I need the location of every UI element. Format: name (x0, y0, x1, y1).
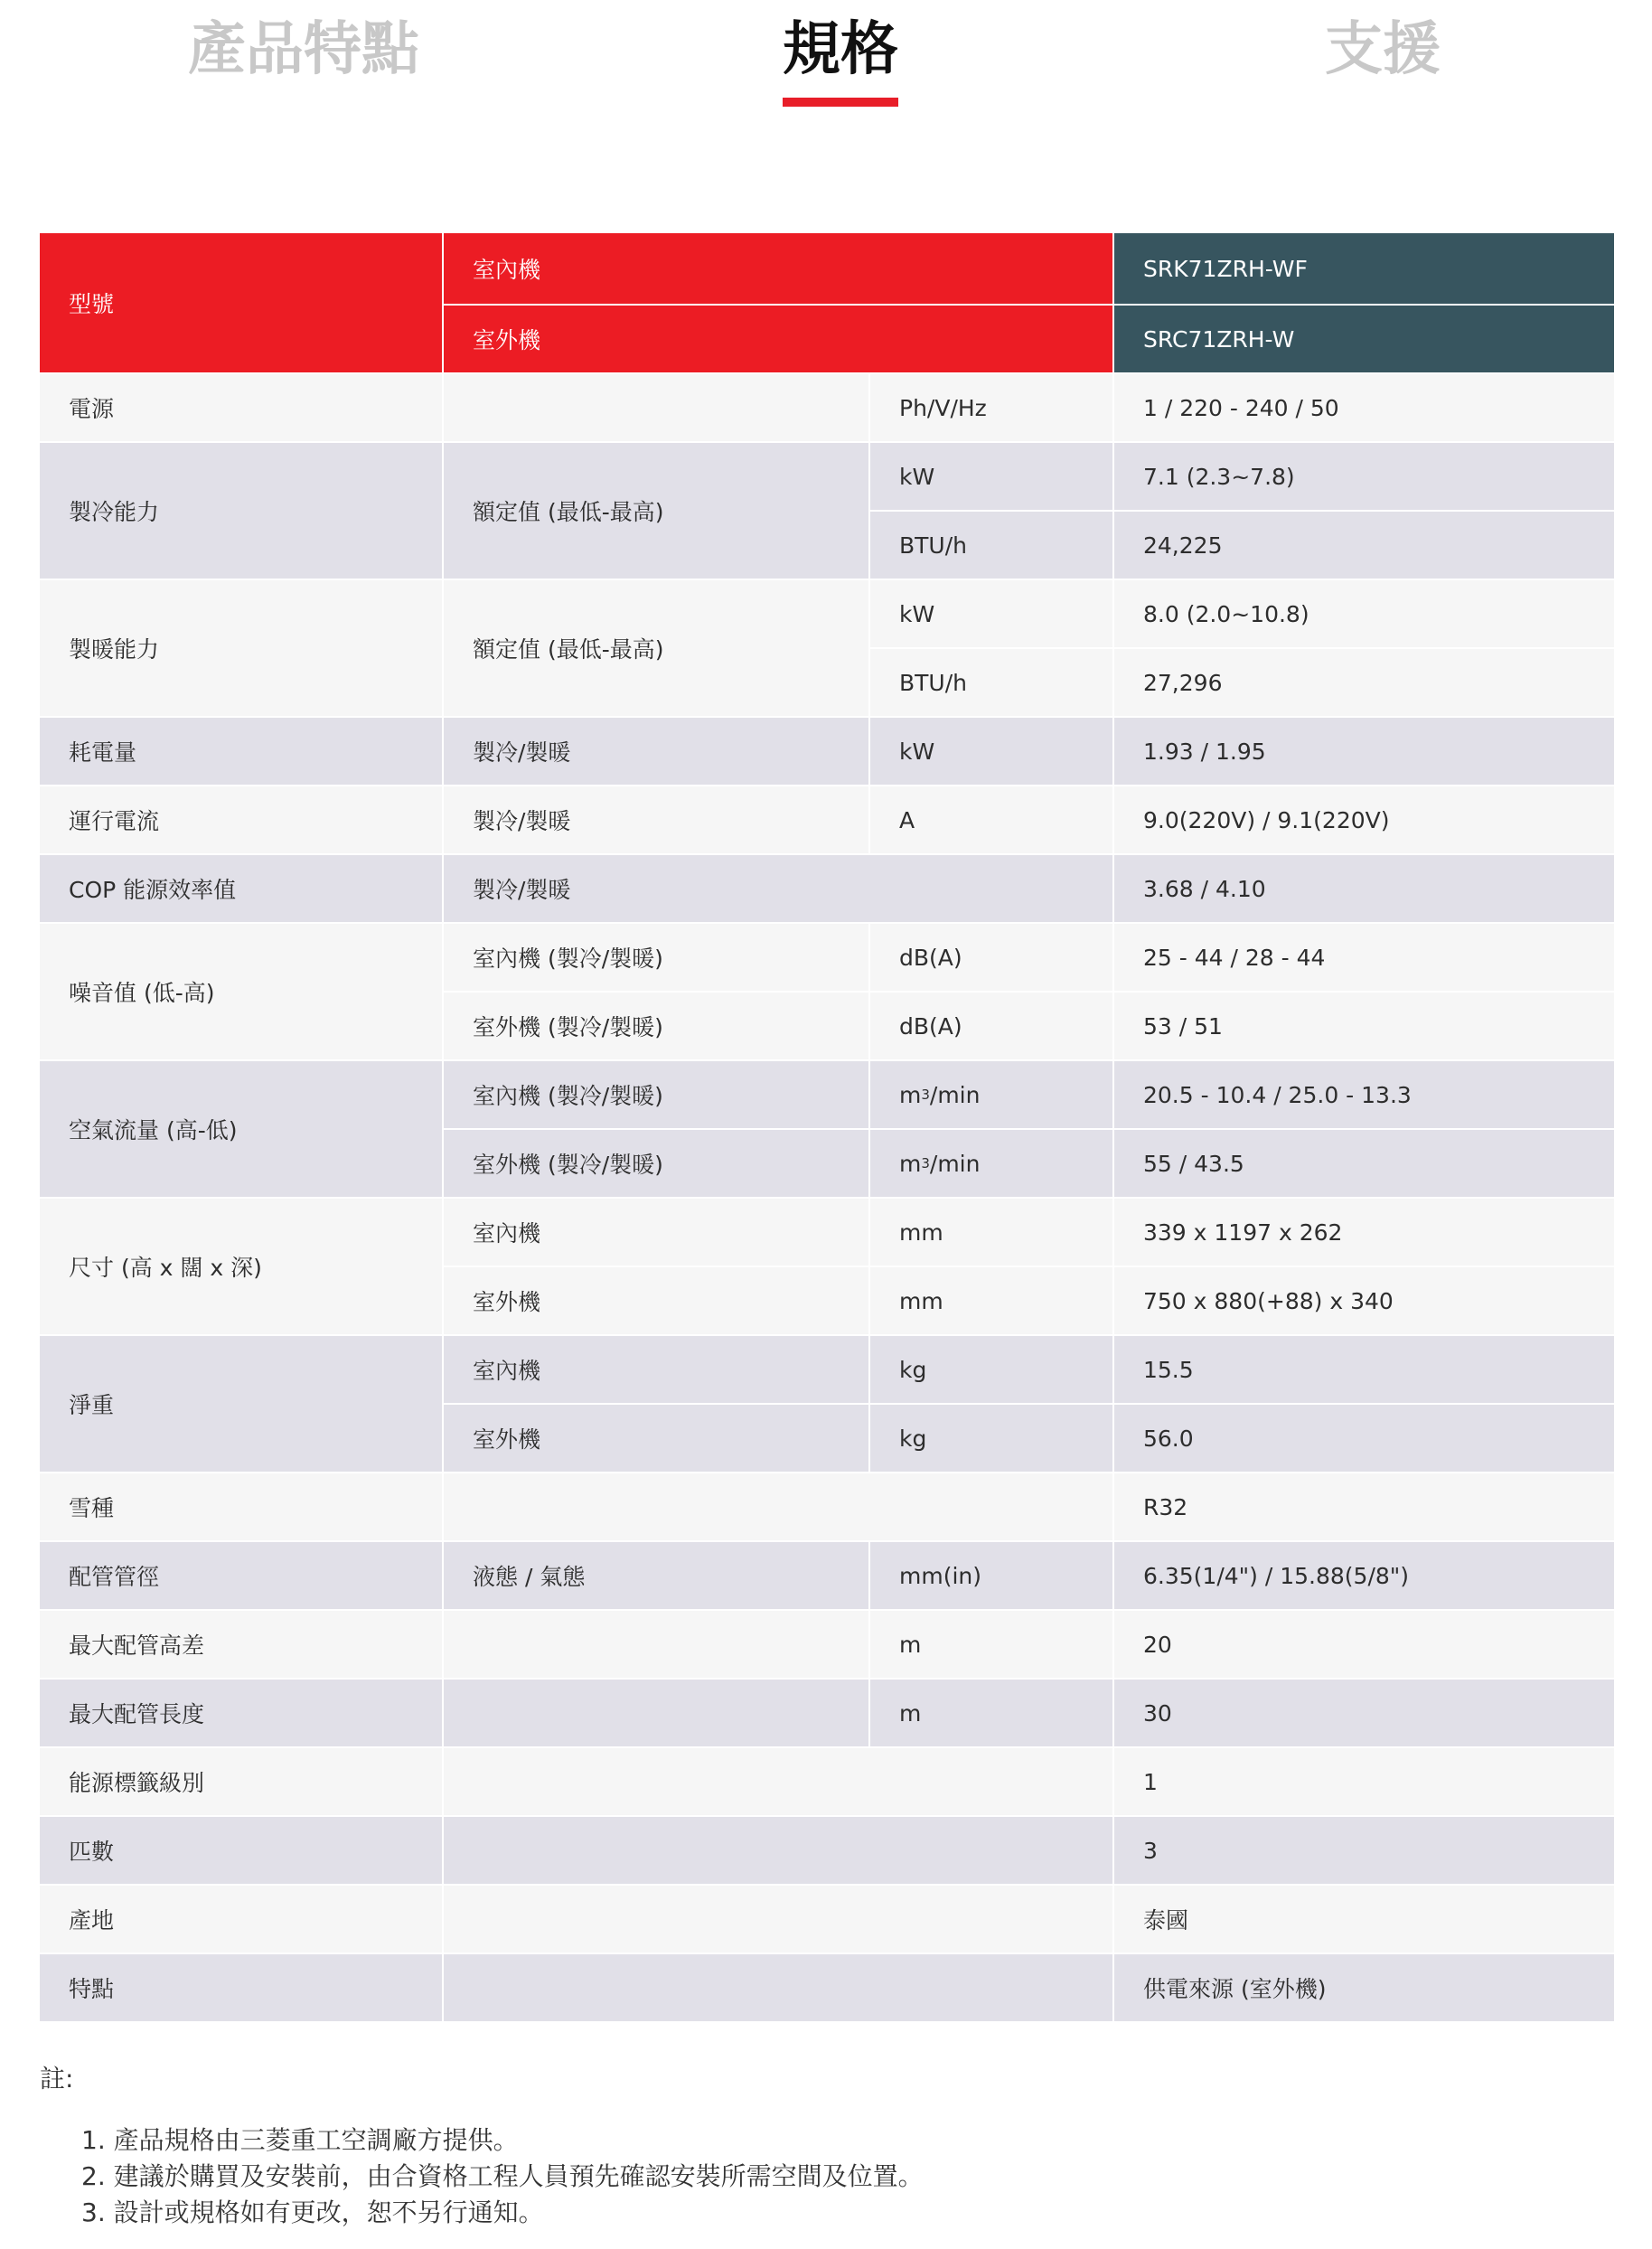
pipe-sub: 液態 / 氣態 (444, 1542, 870, 1611)
power-unit: Ph/V/Hz (870, 374, 1114, 443)
airflow-sub-outdoor: 室外機 (製冷/製暖) (444, 1130, 870, 1199)
weight-unit-outdoor: kg (870, 1405, 1114, 1473)
heating-label: 製暖能力 (40, 580, 444, 718)
dimension-value-outdoor: 750 x 880(+88) x 340 (1114, 1267, 1614, 1336)
energy-label-value: 1 (1114, 1748, 1614, 1817)
current-label: 運行電流 (40, 786, 444, 855)
noise-unit-indoor: dB(A) (870, 924, 1114, 993)
heating-value-btu: 27,296 (1114, 649, 1614, 718)
airflow-unit-rest: /min (929, 1081, 981, 1108)
spec-table (40, 233, 1614, 2029)
energy-label-label: 能源標籤級別 (40, 1748, 444, 1817)
pipe-value: 6.35(1/4") / 15.88(5/8") (1114, 1542, 1614, 1611)
feature-label: 特點 (40, 1954, 444, 2023)
tab-support[interactable]: 支援 (1325, 16, 1441, 83)
noise-label: 噪音值 (低-高) (40, 924, 444, 1061)
feature-sub (444, 1954, 1114, 2023)
heating-sub: 額定值 (最低-最高) (444, 580, 870, 718)
noise-value-outdoor: 53 / 51 (1114, 993, 1614, 1061)
note-item: 3. 設計或規格如有更改，恕不另行通知。 (81, 2197, 544, 2227)
airflow-unit-rest-2: /min (929, 1150, 981, 1177)
max-length-sub (444, 1680, 870, 1748)
cooling-value-btu: 24,225 (1114, 512, 1614, 580)
consumption-label: 耗電量 (40, 718, 444, 786)
outdoor-label-cell (444, 306, 1114, 374)
hp-label: 匹數 (40, 1817, 444, 1886)
energy-label-sub (444, 1748, 1114, 1817)
current-unit: A (870, 786, 1114, 855)
weight-label: 淨重 (40, 1336, 444, 1473)
power-label: 電源 (40, 374, 444, 443)
cooling-unit-kw: kW (870, 443, 1114, 512)
noise-sub-outdoor: 室外機 (製冷/製暖) (444, 993, 870, 1061)
model-label: 型號 (69, 291, 115, 317)
weight-value-indoor: 15.5 (1114, 1336, 1614, 1405)
tab-features[interactable]: 產品特點 (188, 16, 419, 83)
airflow-unit-outdoor: m 3 /min (870, 1130, 1114, 1199)
consumption-value: 1.93 / 1.95 (1114, 718, 1614, 786)
airflow-value-outdoor: 55 / 43.5 (1114, 1130, 1614, 1199)
outdoor-label: 室外機 (473, 327, 541, 353)
weight-value-outdoor: 56.0 (1114, 1405, 1614, 1473)
heating-value-kw: 8.0 (2.0~10.8) (1114, 580, 1614, 649)
consumption-sub: 製冷/製暖 (444, 718, 870, 786)
origin-value: 泰國 (1114, 1886, 1614, 1954)
indoor-label: 室內機 (473, 257, 541, 283)
noise-unit-outdoor: dB(A) (870, 993, 1114, 1061)
tab-bar (0, 0, 1652, 127)
current-sub: 製冷/製暖 (444, 786, 870, 855)
note-item: 2. 建議於購買及安裝前，由合資格工程人員預先確認安裝所需空間及位置。 (81, 2161, 924, 2191)
note-item: 1. 產品規格由三菱重工空調廠方提供。 (81, 2125, 519, 2155)
indoor-model-cell (1114, 233, 1614, 306)
active-tab-indicator (783, 98, 898, 107)
max-height-label: 最大配管高差 (40, 1611, 444, 1680)
hp-value: 3 (1114, 1817, 1614, 1886)
cooling-label: 製冷能力 (40, 443, 444, 580)
weight-unit-indoor: kg (870, 1336, 1114, 1405)
dimension-label: 尺寸 (高 x 闊 x 深) (40, 1199, 444, 1336)
outdoor-model: SRC71ZRH-W (1143, 325, 1295, 353)
pipe-unit: mm(in) (870, 1542, 1114, 1611)
max-height-sub (444, 1611, 870, 1680)
airflow-sub-indoor: 室內機 (製冷/製暖) (444, 1061, 870, 1130)
airflow-label: 空氣流量 (高-低) (40, 1061, 444, 1199)
max-length-value: 30 (1114, 1680, 1614, 1748)
airflow-value-indoor: 20.5 - 10.4 / 25.0 - 13.3 (1114, 1061, 1614, 1130)
refrigerant-label: 雪種 (40, 1473, 444, 1542)
indoor-label-cell (444, 233, 1114, 306)
max-length-unit: m (870, 1680, 1114, 1748)
noise-sub-indoor: 室內機 (製冷/製暖) (444, 924, 870, 993)
notes-title: 註: (40, 2064, 74, 2094)
heating-unit-kw: kW (870, 580, 1114, 649)
dimension-unit-indoor: mm (870, 1199, 1114, 1267)
dimension-value-indoor: 339 x 1197 x 262 (1114, 1199, 1614, 1267)
max-height-unit: m (870, 1611, 1114, 1680)
indoor-model: SRK71ZRH-WF (1143, 255, 1308, 282)
airflow-unit-main: m (899, 1081, 922, 1108)
dimension-unit-outdoor: mm (870, 1267, 1114, 1336)
power-sub (444, 374, 870, 443)
pipe-label: 配管管徑 (40, 1542, 444, 1611)
feature-value: 供電來源 (室外機) (1114, 1954, 1614, 2023)
power-value: 1 / 220 - 240 / 50 (1114, 374, 1614, 443)
outdoor-model-cell (1114, 306, 1614, 374)
refrigerant-sub (444, 1473, 1114, 1542)
notes-list (40, 2122, 1612, 2231)
consumption-unit: kW (870, 718, 1114, 786)
current-value: 9.0(220V) / 9.1(220V) (1114, 786, 1614, 855)
noise-value-indoor: 25 - 44 / 28 - 44 (1114, 924, 1614, 993)
dimension-sub-outdoor: 室外機 (444, 1267, 870, 1336)
airflow-unit-main-2: m (899, 1150, 922, 1177)
cooling-unit-btu: BTU/h (870, 512, 1114, 580)
heating-unit-btu: BTU/h (870, 649, 1114, 718)
cop-label: COP 能源效率值 (40, 855, 444, 924)
notes-section (40, 2059, 1612, 2231)
refrigerant-value: R32 (1114, 1473, 1614, 1542)
cop-sub: 製冷/製暖 (444, 855, 1114, 924)
max-length-label: 最大配管長度 (40, 1680, 444, 1748)
tab-specs[interactable]: 規格 (783, 16, 898, 83)
hp-sub (444, 1817, 1114, 1886)
origin-sub (444, 1886, 1114, 1954)
dimension-sub-indoor: 室內機 (444, 1199, 870, 1267)
cooling-value-kw: 7.1 (2.3~7.8) (1114, 443, 1614, 512)
weight-sub-outdoor: 室外機 (444, 1405, 870, 1473)
cooling-sub: 額定值 (最低-最高) (444, 443, 870, 580)
model-label-cell (40, 233, 444, 374)
max-height-value: 20 (1114, 1611, 1614, 1680)
airflow-unit-indoor: m 3 /min (870, 1061, 1114, 1130)
weight-sub-indoor: 室內機 (444, 1336, 870, 1405)
cop-value: 3.68 / 4.10 (1114, 855, 1614, 924)
origin-label: 產地 (40, 1886, 444, 1954)
